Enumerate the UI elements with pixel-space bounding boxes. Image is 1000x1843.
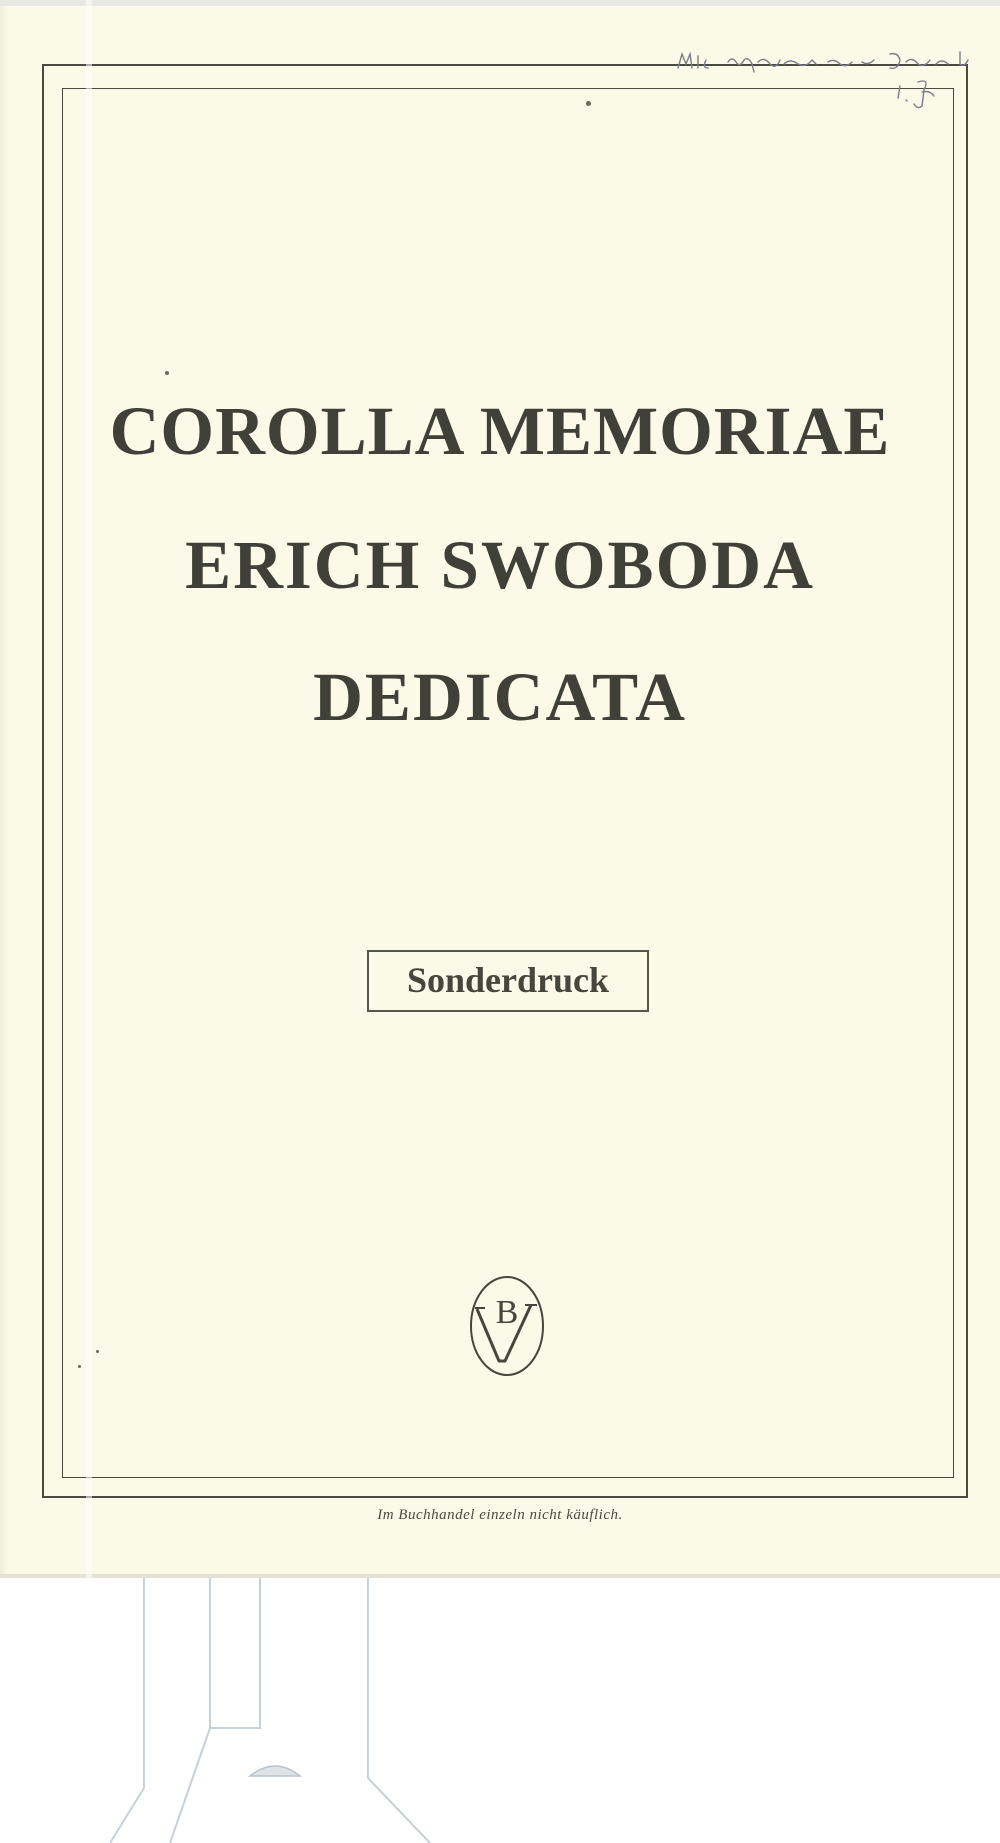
title-line-1: COROLLA MEMORIAE: [109, 393, 891, 469]
sonderdruck-label: Sonderdruck: [367, 950, 649, 1012]
svg-text:B: B: [495, 1294, 519, 1331]
title-line-2: ERICH SWOBODA: [185, 527, 815, 603]
speck: [96, 1350, 99, 1353]
scan-light-streak: [86, 0, 92, 1843]
footer-note: Im Buchhandel einzeln nicht käuflich.: [377, 1507, 623, 1523]
inner-border-frame: [62, 88, 954, 1478]
speck: [165, 371, 169, 375]
scanner-holder: [110, 1578, 470, 1843]
speck: [586, 101, 591, 106]
page-left-edge: [0, 6, 8, 1576]
speck: [78, 1365, 81, 1368]
publisher-logo-icon: [469, 1275, 545, 1377]
title-line-3: DEDICATA: [313, 659, 687, 735]
handwritten-dedication: [668, 48, 988, 120]
